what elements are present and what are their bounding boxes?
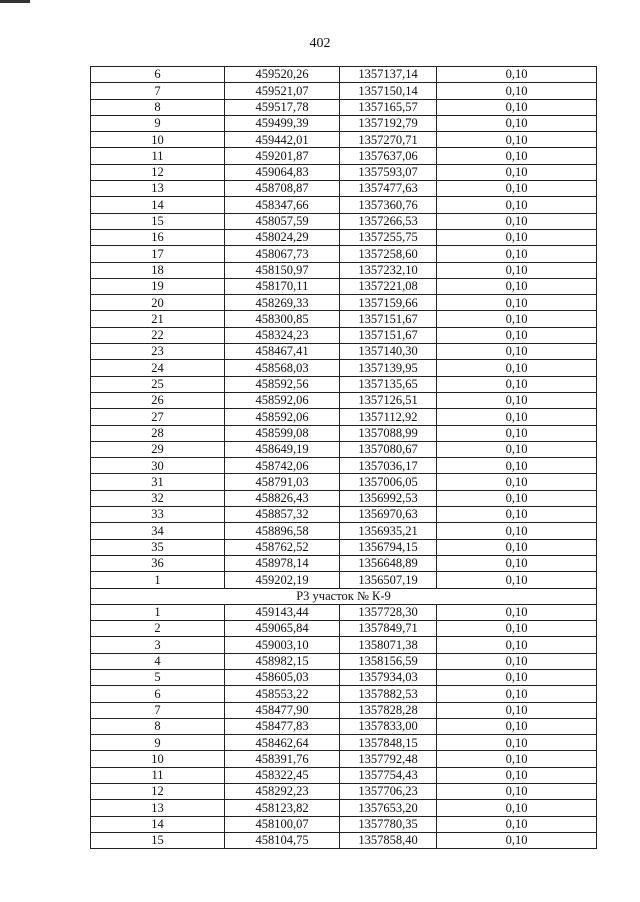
accuracy-cell: 0,10 [437, 67, 597, 83]
point-number-cell: 24 [91, 360, 225, 376]
accuracy-cell: 0,10 [437, 229, 597, 245]
table-row [91, 441, 597, 457]
point-number-cell: 3 [91, 637, 225, 653]
y-coordinate-cell: 1357135,65 [340, 376, 437, 392]
y-coordinate-cell: 1357221,08 [340, 278, 437, 294]
table-row [91, 751, 597, 767]
accuracy-cell: 0,10 [437, 441, 597, 457]
table-row [91, 507, 597, 523]
x-coordinate-cell: 458599,08 [225, 425, 340, 441]
point-number-cell: 6 [91, 67, 225, 83]
y-coordinate-cell: 1357858,40 [340, 832, 437, 848]
scan-edge-mark [0, 0, 30, 3]
x-coordinate-cell: 458553,22 [225, 686, 340, 702]
section-title: Р3 участок № К-9 [91, 588, 597, 604]
table-row [91, 490, 597, 506]
coordinates-table-body [91, 67, 597, 849]
y-coordinate-cell: 1356935,21 [340, 523, 437, 539]
accuracy-cell: 0,10 [437, 474, 597, 490]
table-row [91, 197, 597, 213]
x-coordinate-cell: 458762,52 [225, 539, 340, 555]
accuracy-cell: 0,10 [437, 295, 597, 311]
table-row [91, 637, 597, 653]
x-coordinate-cell: 458592,56 [225, 376, 340, 392]
x-coordinate-cell: 458742,06 [225, 458, 340, 474]
table-row [91, 392, 597, 408]
accuracy-cell: 0,10 [437, 702, 597, 718]
table-row [91, 132, 597, 148]
table-row [91, 653, 597, 669]
point-number-cell: 19 [91, 278, 225, 294]
x-coordinate-cell: 458324,23 [225, 327, 340, 343]
table-row [91, 148, 597, 164]
x-coordinate-cell: 459499,39 [225, 115, 340, 131]
accuracy-cell: 0,10 [437, 311, 597, 327]
table-row [91, 376, 597, 392]
y-coordinate-cell: 1357112,92 [340, 409, 437, 425]
x-coordinate-cell: 458322,45 [225, 767, 340, 783]
x-coordinate-cell: 458391,76 [225, 751, 340, 767]
y-coordinate-cell: 1357828,28 [340, 702, 437, 718]
accuracy-cell: 0,10 [437, 604, 597, 620]
table-row [91, 800, 597, 816]
y-coordinate-cell: 1357080,67 [340, 441, 437, 457]
table-row [91, 555, 597, 571]
y-coordinate-cell: 1357266,53 [340, 213, 437, 229]
x-coordinate-cell: 458982,15 [225, 653, 340, 669]
x-coordinate-cell: 459003,10 [225, 637, 340, 653]
y-coordinate-cell: 1357036,17 [340, 458, 437, 474]
x-coordinate-cell: 458592,06 [225, 409, 340, 425]
y-coordinate-cell: 1357159,66 [340, 295, 437, 311]
x-coordinate-cell: 458347,66 [225, 197, 340, 213]
accuracy-cell: 0,10 [437, 735, 597, 751]
accuracy-cell: 0,10 [437, 539, 597, 555]
x-coordinate-cell: 458057,59 [225, 213, 340, 229]
point-number-cell: 8 [91, 718, 225, 734]
table-row [91, 246, 597, 262]
y-coordinate-cell: 1356794,15 [340, 539, 437, 555]
accuracy-cell: 0,10 [437, 197, 597, 213]
x-coordinate-cell: 458104,75 [225, 832, 340, 848]
point-number-cell: 14 [91, 197, 225, 213]
point-number-cell: 13 [91, 800, 225, 816]
x-coordinate-cell: 458170,11 [225, 278, 340, 294]
table-row [91, 669, 597, 685]
accuracy-cell: 0,10 [437, 784, 597, 800]
point-number-cell: 11 [91, 767, 225, 783]
accuracy-cell: 0,10 [437, 376, 597, 392]
table-row [91, 539, 597, 555]
point-number-cell: 12 [91, 784, 225, 800]
table-row [91, 181, 597, 197]
y-coordinate-cell: 1356507,19 [340, 572, 437, 588]
point-number-cell: 11 [91, 148, 225, 164]
x-coordinate-cell: 458292,23 [225, 784, 340, 800]
x-coordinate-cell: 458649,19 [225, 441, 340, 457]
table-row [91, 262, 597, 278]
y-coordinate-cell: 1357848,15 [340, 735, 437, 751]
x-coordinate-cell: 458978,14 [225, 555, 340, 571]
x-coordinate-cell: 458467,41 [225, 344, 340, 360]
x-coordinate-cell: 458791,03 [225, 474, 340, 490]
table-row [91, 458, 597, 474]
y-coordinate-cell: 1357151,67 [340, 311, 437, 327]
point-number-cell: 18 [91, 262, 225, 278]
point-number-cell: 8 [91, 99, 225, 115]
table-row [91, 523, 597, 539]
accuracy-cell: 0,10 [437, 816, 597, 832]
x-coordinate-cell: 459520,26 [225, 67, 340, 83]
point-number-cell: 20 [91, 295, 225, 311]
point-number-cell: 26 [91, 392, 225, 408]
table-row [91, 686, 597, 702]
y-coordinate-cell: 1357192,79 [340, 115, 437, 131]
y-coordinate-cell: 1357849,71 [340, 621, 437, 637]
point-number-cell: 1 [91, 572, 225, 588]
accuracy-cell: 0,10 [437, 621, 597, 637]
y-coordinate-cell: 1356992,53 [340, 490, 437, 506]
y-coordinate-cell: 1357754,43 [340, 767, 437, 783]
coordinates-table [90, 66, 597, 849]
y-coordinate-cell: 1357593,07 [340, 164, 437, 180]
y-coordinate-cell: 1357137,14 [340, 67, 437, 83]
x-coordinate-cell: 459442,01 [225, 132, 340, 148]
x-coordinate-cell: 458067,73 [225, 246, 340, 262]
y-coordinate-cell: 1357232,10 [340, 262, 437, 278]
accuracy-cell: 0,10 [437, 572, 597, 588]
accuracy-cell: 0,10 [437, 213, 597, 229]
point-number-cell: 9 [91, 735, 225, 751]
accuracy-cell: 0,10 [437, 507, 597, 523]
x-coordinate-cell: 458708,87 [225, 181, 340, 197]
accuracy-cell: 0,10 [437, 669, 597, 685]
table-row [91, 621, 597, 637]
table-row [91, 229, 597, 245]
point-number-cell: 31 [91, 474, 225, 490]
y-coordinate-cell: 1357088,99 [340, 425, 437, 441]
x-coordinate-cell: 458024,29 [225, 229, 340, 245]
x-coordinate-cell: 458150,97 [225, 262, 340, 278]
point-number-cell: 28 [91, 425, 225, 441]
accuracy-cell: 0,10 [437, 83, 597, 99]
table-row [91, 604, 597, 620]
point-number-cell: 23 [91, 344, 225, 360]
section-header-row [91, 588, 597, 604]
y-coordinate-cell: 1357833,00 [340, 718, 437, 734]
accuracy-cell: 0,10 [437, 751, 597, 767]
table-row [91, 409, 597, 425]
table-row [91, 572, 597, 588]
accuracy-cell: 0,10 [437, 637, 597, 653]
y-coordinate-cell: 1357637,06 [340, 148, 437, 164]
y-coordinate-cell: 1357934,03 [340, 669, 437, 685]
accuracy-cell: 0,10 [437, 490, 597, 506]
x-coordinate-cell: 459202,19 [225, 572, 340, 588]
point-number-cell: 30 [91, 458, 225, 474]
point-number-cell: 4 [91, 653, 225, 669]
x-coordinate-cell: 459143,44 [225, 604, 340, 620]
table-row [91, 213, 597, 229]
x-coordinate-cell: 458462,64 [225, 735, 340, 751]
table-row [91, 295, 597, 311]
y-coordinate-cell: 1357126,51 [340, 392, 437, 408]
y-coordinate-cell: 1357728,30 [340, 604, 437, 620]
accuracy-cell: 0,10 [437, 555, 597, 571]
accuracy-cell: 0,10 [437, 767, 597, 783]
point-number-cell: 29 [91, 441, 225, 457]
accuracy-cell: 0,10 [437, 164, 597, 180]
point-number-cell: 27 [91, 409, 225, 425]
accuracy-cell: 0,10 [437, 278, 597, 294]
x-coordinate-cell: 459065,84 [225, 621, 340, 637]
table-row [91, 99, 597, 115]
x-coordinate-cell: 459521,07 [225, 83, 340, 99]
table-row [91, 425, 597, 441]
x-coordinate-cell: 458300,85 [225, 311, 340, 327]
x-coordinate-cell: 459517,78 [225, 99, 340, 115]
y-coordinate-cell: 1357270,71 [340, 132, 437, 148]
point-number-cell: 7 [91, 702, 225, 718]
y-coordinate-cell: 1357140,30 [340, 344, 437, 360]
x-coordinate-cell: 458568,03 [225, 360, 340, 376]
table-row [91, 164, 597, 180]
accuracy-cell: 0,10 [437, 653, 597, 669]
y-coordinate-cell: 1356648,89 [340, 555, 437, 571]
page-number: 402 [309, 36, 331, 51]
point-number-cell: 14 [91, 816, 225, 832]
y-coordinate-cell: 1357477,63 [340, 181, 437, 197]
table-row [91, 474, 597, 490]
accuracy-cell: 0,10 [437, 458, 597, 474]
point-number-cell: 7 [91, 83, 225, 99]
point-number-cell: 17 [91, 246, 225, 262]
point-number-cell: 2 [91, 621, 225, 637]
table-row [91, 816, 597, 832]
table-row [91, 67, 597, 83]
point-number-cell: 13 [91, 181, 225, 197]
x-coordinate-cell: 459064,83 [225, 164, 340, 180]
y-coordinate-cell: 1357706,23 [340, 784, 437, 800]
x-coordinate-cell: 458477,90 [225, 702, 340, 718]
y-coordinate-cell: 1358156,59 [340, 653, 437, 669]
y-coordinate-cell: 1357780,35 [340, 816, 437, 832]
x-coordinate-cell: 458826,43 [225, 490, 340, 506]
x-coordinate-cell: 459201,87 [225, 148, 340, 164]
accuracy-cell: 0,10 [437, 327, 597, 343]
point-number-cell: 15 [91, 213, 225, 229]
table-row [91, 767, 597, 783]
point-number-cell: 21 [91, 311, 225, 327]
y-coordinate-cell: 1357165,57 [340, 99, 437, 115]
table-row [91, 83, 597, 99]
y-coordinate-cell: 1357139,95 [340, 360, 437, 376]
accuracy-cell: 0,10 [437, 832, 597, 848]
point-number-cell: 1 [91, 604, 225, 620]
y-coordinate-cell: 1357151,67 [340, 327, 437, 343]
table-row [91, 718, 597, 734]
point-number-cell: 10 [91, 132, 225, 148]
table-row [91, 784, 597, 800]
table-row [91, 735, 597, 751]
accuracy-cell: 0,10 [437, 718, 597, 734]
y-coordinate-cell: 1357792,48 [340, 751, 437, 767]
point-number-cell: 22 [91, 327, 225, 343]
point-number-cell: 5 [91, 669, 225, 685]
point-number-cell: 36 [91, 555, 225, 571]
point-number-cell: 16 [91, 229, 225, 245]
accuracy-cell: 0,10 [437, 246, 597, 262]
y-coordinate-cell: 1357255,75 [340, 229, 437, 245]
y-coordinate-cell: 1357150,14 [340, 83, 437, 99]
accuracy-cell: 0,10 [437, 115, 597, 131]
table-row [91, 360, 597, 376]
y-coordinate-cell: 1357006,05 [340, 474, 437, 490]
point-number-cell: 32 [91, 490, 225, 506]
table-row [91, 832, 597, 848]
accuracy-cell: 0,10 [437, 99, 597, 115]
table-row [91, 702, 597, 718]
point-number-cell: 6 [91, 686, 225, 702]
accuracy-cell: 0,10 [437, 148, 597, 164]
table-row [91, 327, 597, 343]
accuracy-cell: 0,10 [437, 523, 597, 539]
point-number-cell: 34 [91, 523, 225, 539]
accuracy-cell: 0,10 [437, 409, 597, 425]
table-row [91, 311, 597, 327]
y-coordinate-cell: 1358071,38 [340, 637, 437, 653]
y-coordinate-cell: 1356970,63 [340, 507, 437, 523]
x-coordinate-cell: 458896,58 [225, 523, 340, 539]
accuracy-cell: 0,10 [437, 686, 597, 702]
point-number-cell: 12 [91, 164, 225, 180]
accuracy-cell: 0,10 [437, 344, 597, 360]
point-number-cell: 25 [91, 376, 225, 392]
point-number-cell: 35 [91, 539, 225, 555]
accuracy-cell: 0,10 [437, 425, 597, 441]
point-number-cell: 10 [91, 751, 225, 767]
table-row [91, 344, 597, 360]
x-coordinate-cell: 458100,07 [225, 816, 340, 832]
x-coordinate-cell: 458269,33 [225, 295, 340, 311]
y-coordinate-cell: 1357653,20 [340, 800, 437, 816]
table-row [91, 278, 597, 294]
table-row [91, 115, 597, 131]
accuracy-cell: 0,10 [437, 800, 597, 816]
y-coordinate-cell: 1357258,60 [340, 246, 437, 262]
y-coordinate-cell: 1357360,76 [340, 197, 437, 213]
accuracy-cell: 0,10 [437, 262, 597, 278]
accuracy-cell: 0,10 [437, 181, 597, 197]
accuracy-cell: 0,10 [437, 360, 597, 376]
point-number-cell: 33 [91, 507, 225, 523]
point-number-cell: 15 [91, 832, 225, 848]
x-coordinate-cell: 458605,03 [225, 669, 340, 685]
y-coordinate-cell: 1357882,53 [340, 686, 437, 702]
x-coordinate-cell: 458857,32 [225, 507, 340, 523]
accuracy-cell: 0,10 [437, 392, 597, 408]
accuracy-cell: 0,10 [437, 132, 597, 148]
x-coordinate-cell: 458592,06 [225, 392, 340, 408]
x-coordinate-cell: 458123,82 [225, 800, 340, 816]
x-coordinate-cell: 458477,83 [225, 718, 340, 734]
point-number-cell: 9 [91, 115, 225, 131]
